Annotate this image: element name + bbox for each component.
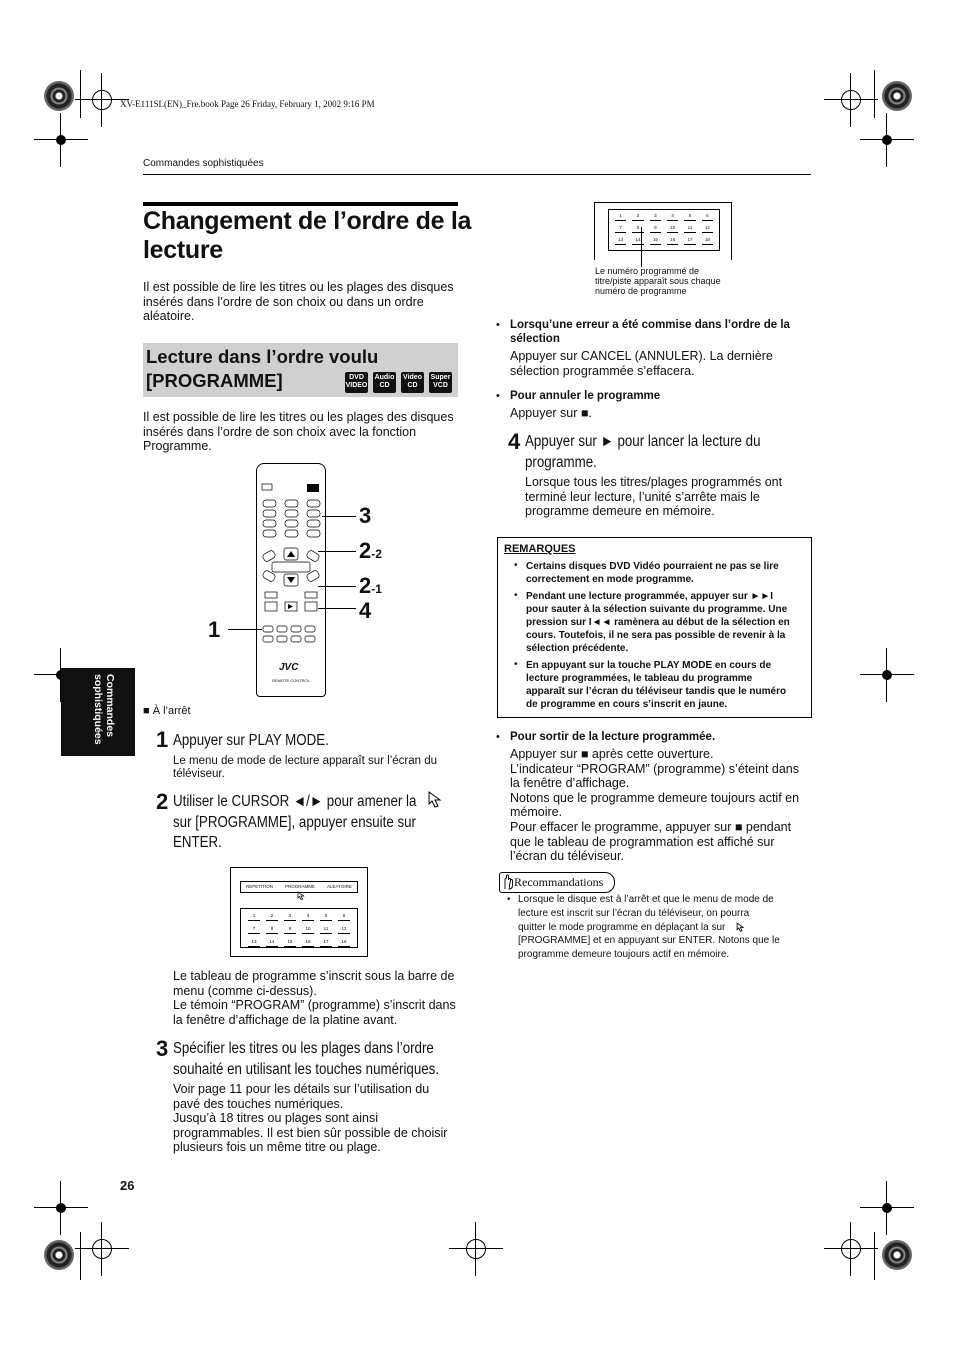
program-grid-cell: 2	[266, 911, 278, 921]
crosshair-icon	[89, 87, 115, 113]
bullet-exit-text: Appuyer sur ■ après cette ouverture. L’indicateur “PROGRAM” (programme) s’éteint dans la fenêtre d’affichage. Notons que le programme demeure toujours actif en mémoire. Pour effacer le programme, appuyer sur ■ pendant que le tableau de programmation est affiché sur l’écran du téléviseur.	[510, 747, 800, 864]
tips-heading-box	[499, 872, 615, 893]
step-3-sub: Voir page 11 pour les détails sur l’utilisation du pavé des touches numériques. Jusqu’à 18 titres ou plages sont ainsi programmables. Il est bien sûr possible de choisir plusieurs fois un même titre ou plage.	[173, 1082, 448, 1155]
registration-disc-icon	[44, 1240, 74, 1270]
step-2-number: 2	[156, 789, 169, 814]
remark-2: Pendant une lecture programmée, appuyer sur ►►I pour sauter à la sélection suivante du programme. Une pression sur I◄◄ ramènera au début de la sélection en cours. Toutefois, il ne sera pas possible de revenir à la sélection précédente.	[526, 591, 790, 654]
crosshair-icon	[463, 1236, 489, 1262]
running-header: Commandes sophistiquées	[143, 158, 264, 169]
program-grid-small-cell: 2	[632, 211, 643, 221]
tips-text: Lorsque le disque est à l’arrêt et que le menu de mode de lecture est inscrit sur l’écran du téléviseur, on pourra quitter le mode programme en déplaçant la sur [PROGRAMME] et en appuyant sur ENTER. Notons que le programme demeure toujours actif en mémoire.	[518, 894, 780, 961]
callout-2-2: 2-2	[359, 538, 382, 563]
program-grid-small-cell: 6	[702, 211, 713, 221]
program-grid-small-cell: 13	[615, 235, 626, 245]
registration-disc-icon	[44, 81, 74, 111]
program-grid-cell: 5	[320, 911, 332, 921]
program-grid-cell: 18	[338, 937, 350, 947]
bullet-error-title: Lorsqu’une erreur a été commise dans l’ordre de la sélection	[510, 319, 790, 345]
program-grid-cell: 3	[284, 911, 296, 921]
crosshair-icon	[874, 127, 900, 153]
tips-heading: Recommandations	[514, 875, 604, 889]
remote-brand: JVC	[279, 662, 299, 673]
bullet-cancel-text: Appuyer sur ■.	[510, 406, 592, 420]
crosshair-icon	[874, 1195, 900, 1221]
step-4-sub: Lorsque tous les titres/plages programmés ont terminé leur lecture, l’unité s’arrête mais le programme demeure en mémoire.	[525, 475, 783, 519]
stop-note: ■ À l’arrêt	[143, 705, 191, 717]
registration-disc-icon	[882, 1240, 912, 1270]
program-menu-screen	[230, 867, 368, 957]
section-title: Lecture dans l’ordre voulu	[146, 346, 379, 367]
callout-4: 4	[359, 598, 372, 623]
crosshair-icon	[874, 662, 900, 688]
section-heading: Lecture dans l’ordre voulu [PROGRAMME] DVD VIDEO Audio CD Video CD Super VCD	[143, 343, 458, 397]
remarks-box: REMARQUES • Certains disques DVD Vidéo pourraient ne pas se lire correctement en mode programme. • Pendant une lecture programmée, appuyer sur ►►I pour sauter à la sélection suivante du programme. Une pression sur I◄◄ ramènera au début de la sélection en cours. Toutefois, il ne sera pas possible de revenir à la sélection précédente. • En appuyant sur la touche PLAY MODE en cours de lecture programmées, le tableau du programme apparaît sur l’écran du téléviseur tandis que le numéro de programme en cours s’inscrit en jaune.	[497, 537, 812, 718]
program-grid-small-cell: 15	[650, 235, 661, 245]
program-grid-cell: 14	[266, 937, 278, 947]
remote-control-illustration	[256, 463, 326, 697]
page-title: Changement de l’ordre de la lecture	[143, 207, 472, 264]
header-rule	[143, 174, 811, 175]
program-grid-cell: 13	[248, 937, 260, 947]
program-grid-small-cell: 16	[667, 235, 678, 245]
remark-3: En appuyant sur la touche PLAY MODE en cours de lecture programmées, le tableau du programme apparaît sur l’écran du téléviseur tandis que le numéro de programme en cours s’inscrit en jaune.	[526, 660, 787, 710]
step-3-title: Spécifier les titres ou les plages dans l’ordre souhaité en utilisant les touches numériques.	[173, 1040, 440, 1078]
registration-disc-icon	[882, 81, 912, 111]
bullet-error-text: Appuyer sur CANCEL (ANNULER). La dernière sélection programmée s’effacera.	[510, 349, 773, 378]
program-grid-small-cell: 17	[684, 235, 695, 245]
title-rule	[143, 202, 458, 206]
step-2-after: Le tableau de programme s’inscrit sous la barre de menu (comme ci-dessus). Le témoin “PROGRAM” (programme) s’inscrit dans la fenêtre d’affichage de la platine avant.	[173, 969, 456, 1027]
crosshair-icon	[48, 1195, 74, 1221]
bullet-exit-title: Pour sortir de la lecture programmée.	[510, 731, 716, 743]
program-screen-small	[594, 202, 732, 260]
video-cd-logo: Video CD	[401, 372, 424, 393]
program-grid-small-cell: 3	[650, 211, 661, 221]
remote-caption: REMOTE CONTROL	[272, 678, 310, 683]
remarks-heading: REMARQUES	[504, 543, 576, 555]
page-number: 26	[120, 1178, 135, 1193]
step-4-title: Appuyer sur ► pour lancer la lecture du programme.	[525, 433, 761, 471]
step-2-title: Utiliser le CURSOR ◄/► pour amener la sur [PROGRAMME], appuyer ensuite sur ENTER.	[173, 793, 417, 851]
program-grid-cell: 9	[284, 924, 296, 934]
program-grid-small	[612, 211, 716, 245]
step-1-title: Appuyer sur PLAY MODE.	[173, 732, 329, 749]
program-grid-small-cell: 12	[702, 223, 713, 233]
program-grid-cell: 15	[284, 937, 296, 947]
program-grid-cell: 16	[302, 937, 314, 947]
audio-cd-logo: Audio CD	[373, 372, 396, 393]
tips-pointer-icon	[736, 922, 747, 933]
dvd-video-logo: DVD VIDEO	[345, 372, 368, 393]
callout-2-1: 2-1	[359, 573, 382, 598]
side-tab: Commandes sophistiquées	[61, 668, 135, 756]
program-grid-cell: 8	[266, 924, 278, 934]
bullet-cancel-title: Pour annuler le programme	[510, 390, 661, 402]
section-text: Il est possible de lire les titres ou les plages des disques insérés dans l’ordre de son choix avec la fonction Programme.	[143, 410, 454, 454]
program-grid-small-cell: 18	[702, 235, 713, 245]
program-grid-cell: 17	[320, 937, 332, 947]
crosshair-icon	[838, 1236, 864, 1262]
program-grid-small-cell: 1	[615, 211, 626, 221]
program-grid-small-cell: 8	[632, 223, 643, 233]
program-grid	[245, 911, 353, 947]
hand-icon	[502, 874, 514, 890]
remark-1: Certains disques DVD Vidéo pourraient ne pas se lire correctement en mode programme.	[526, 561, 779, 585]
menu-tab-aleatoire: ALEATOIRE	[327, 884, 352, 889]
crosshair-icon	[48, 127, 74, 153]
program-grid-cell: 6	[338, 911, 350, 921]
menu-pointer-icon	[297, 891, 307, 901]
program-grid-small-cell: 4	[667, 211, 678, 221]
file-header: XV-E111SL(EN)_Fre.book Page 26 Friday, February 1, 2002 9:16 PM	[120, 99, 375, 109]
program-grid-small-cell: 9	[650, 223, 661, 233]
super-vcd-logo: Super VCD	[429, 372, 452, 393]
crosshair-icon	[838, 87, 864, 113]
step-3-number: 3	[156, 1036, 169, 1061]
menu-tab-programme: PROGRAMME	[285, 884, 316, 889]
step-1-number: 1	[156, 727, 169, 752]
program-grid-cell: 12	[338, 924, 350, 934]
program-grid-small-cell: 11	[684, 223, 695, 233]
callout-1: 1	[208, 617, 221, 642]
program-grid-cell: 7	[248, 924, 260, 934]
step-4-number: 4	[508, 429, 521, 454]
top-screen-caption: Le numéro programmé de titre/piste apparaît sous chaque numéro de programme	[595, 266, 721, 296]
crosshair-icon	[89, 1236, 115, 1262]
program-grid-small-cell: 7	[615, 223, 626, 233]
pointer-icon	[427, 790, 447, 815]
program-grid-cell: 11	[320, 924, 332, 934]
program-grid-cell: 1	[248, 911, 260, 921]
step-1-sub: Le menu de mode de lecture apparaît sur l’écran du téléviseur.	[173, 755, 438, 781]
program-grid-small-cell: 14	[632, 235, 643, 245]
program-grid-cell: 10	[302, 924, 314, 934]
program-grid-cell: 4	[302, 911, 314, 921]
menu-tab-repetition: REPETITION	[246, 884, 274, 889]
callout-3: 3	[359, 503, 372, 528]
program-grid-small-cell: 10	[667, 223, 678, 233]
program-grid-small-cell: 5	[684, 211, 695, 221]
intro-text: Il est possible de lire les titres ou les plages des disques insérés dans l’ordre de son choix ou dans un ordre aléatoire.	[143, 280, 454, 324]
